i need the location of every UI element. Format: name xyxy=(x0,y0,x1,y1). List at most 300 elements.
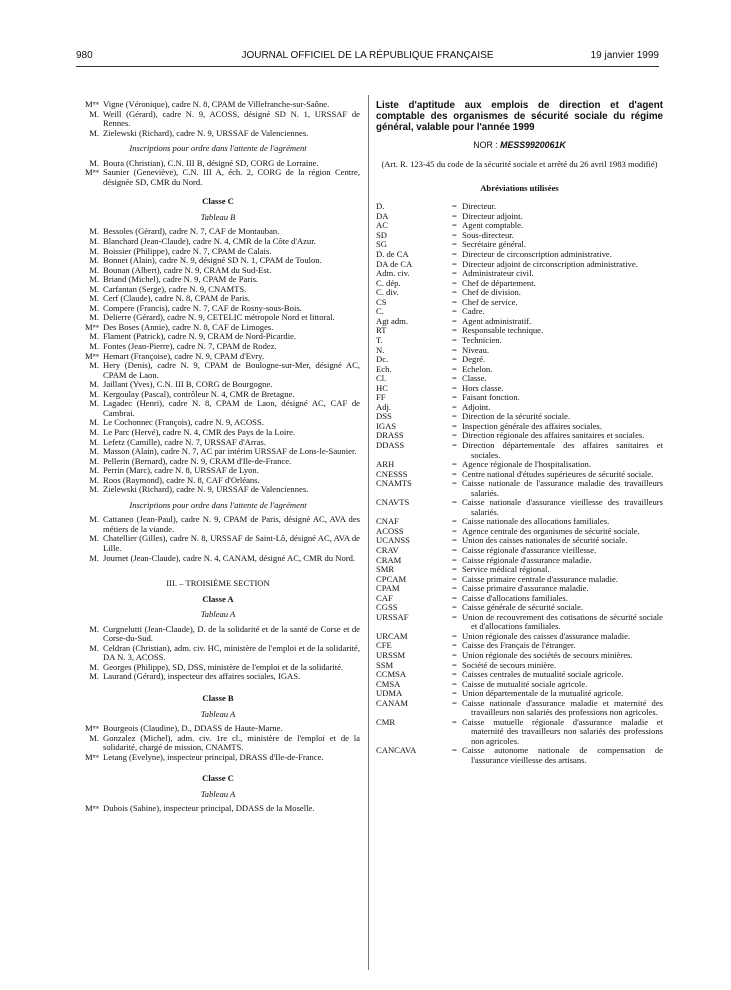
class-heading: Classe B xyxy=(202,692,234,703)
entry-text: Laurand (Gérard), inspecteur des affaires sociales, IGAS. xyxy=(103,671,301,682)
abbreviation: FF xyxy=(376,392,386,403)
abbreviation-definition: Direction départementale des affaires sanitaires et sociales. xyxy=(462,439,663,460)
section-heading: III. – TROISIÈME SECTION xyxy=(166,578,270,589)
equals-sign: = xyxy=(452,249,457,260)
abbreviation: CFE xyxy=(376,640,392,651)
entry-title: Mᵐᵉ xyxy=(84,350,99,361)
list-entry xyxy=(76,361,360,380)
table-heading: Tableau A xyxy=(200,788,236,799)
entry-text: Vigne (Véronique), cadre N. 8, CPAM de Villefranche-sur-Saône. xyxy=(103,99,330,109)
abbreviation: CPAM xyxy=(376,583,400,594)
entry-text: Compere (Francis), cadre N. 7, CAF de Rosny-sous-Bois. xyxy=(103,302,302,313)
entry-list xyxy=(76,100,360,138)
entry-title: M. xyxy=(89,264,99,275)
abbreviation-definition: Caisse nationale d'assurance maladie et maternité des travailleurs non salariés des professions non agricoles. xyxy=(462,697,663,718)
equals-sign: = xyxy=(452,401,457,412)
abbreviation: CNESSS xyxy=(376,468,408,479)
entry-text: Briand (Michel), cadre N. 9, CPAM de Paris. xyxy=(103,274,259,285)
entry-text: Masson (Alain), cadre N. 7, AC par intérim URSSAF de Lons-le-Saunier. xyxy=(103,446,357,457)
journal-title: JOURNAL OFFICIEL DE LA RÉPUBLIQUE FRANÇAISE xyxy=(241,50,494,61)
abbreviation: IGAS xyxy=(376,420,397,431)
entry-text: Zielewski (Richard), cadre N. 9, URSSAF de Valenciennes. xyxy=(103,484,309,495)
equals-sign: = xyxy=(452,468,457,479)
abbreviation-definition: Agent administratif. xyxy=(462,315,532,326)
equals-sign: = xyxy=(452,678,457,689)
abbreviation-definition: Chef de division. xyxy=(462,287,521,298)
abbreviation: CPCAM xyxy=(376,573,407,584)
abbreviation: CNAF xyxy=(376,516,399,527)
entry-text: Roos (Raymond), cadre N. 8, CAF d'Orléans. xyxy=(103,474,260,485)
abbreviation-definition: Direction de la sécurité sociale. xyxy=(462,411,571,422)
abbreviation: DA de CA xyxy=(376,258,413,269)
entry-text: Bessoles (Gérard), cadre N. 7, CAF de Montauban. xyxy=(103,226,280,237)
abbreviation-definition: Caisse autonome nationale de compensation de l'assurance vieillesse des artisans. xyxy=(462,745,663,766)
abbreviation-definition: Caisses centrales de mutualité sociale agricole. xyxy=(462,669,624,680)
entry-title: M. xyxy=(89,157,99,168)
entry-title: M. xyxy=(89,379,99,390)
right-column xyxy=(376,100,663,766)
abbreviations-list xyxy=(376,202,663,765)
entry-text: Gonzalez (Michel), adm. civ. 1re cl., ministère de l'emploi et de la solidarité, chargé de mission, CNAMTS. xyxy=(103,732,360,753)
abbreviation: Agt adm. xyxy=(376,315,408,326)
left-column xyxy=(76,100,360,814)
abbreviation: D. de CA xyxy=(376,249,409,260)
entry-title: Mᵐᵉ xyxy=(84,167,99,178)
entry-text: Carfantan (Serge), cadre N. 9, CNAMTS. xyxy=(103,283,247,294)
table-heading: Tableau A xyxy=(200,708,236,719)
equals-sign: = xyxy=(452,497,457,508)
abbreviation: URSSAF xyxy=(376,611,409,622)
entry-title: M. xyxy=(89,274,99,285)
equals-sign: = xyxy=(452,688,457,699)
entry-title: M. xyxy=(89,552,99,563)
abbreviations-heading: Abréviations utilisées xyxy=(480,182,559,193)
abbreviation-definition: Union des caisses nationales de sécurité sociale. xyxy=(462,535,628,546)
entry-title: M. xyxy=(89,671,99,682)
equals-sign: = xyxy=(452,239,457,250)
abbreviation-row xyxy=(376,374,663,384)
entry-text: Boissier (Philippe), cadre N. 7, CPAM de Calais. xyxy=(103,245,272,256)
entry-title: M. xyxy=(89,465,99,476)
equals-sign: = xyxy=(452,573,457,584)
equals-sign: = xyxy=(452,220,457,231)
equals-sign: = xyxy=(452,363,457,374)
equals-sign: = xyxy=(452,373,457,384)
abbreviation: CAF xyxy=(376,592,393,603)
abbreviation: N. xyxy=(376,344,385,355)
equals-sign: = xyxy=(452,516,457,527)
entry-text: Hemart (Françoise), cadre N. 9, CPAM d'Evry. xyxy=(103,350,265,361)
class-heading: Classe A xyxy=(202,593,234,604)
equals-sign: = xyxy=(452,439,457,450)
table-heading: Tableau B xyxy=(200,211,236,222)
entry-text: Des Boses (Annie), cadre N. 8, CAF de Limoges. xyxy=(103,321,274,332)
entry-title: M. xyxy=(89,331,99,342)
entry-title: M. xyxy=(89,245,99,256)
abbreviation-row xyxy=(376,346,663,356)
list-entry xyxy=(76,168,360,187)
column-divider xyxy=(368,95,369,970)
equals-sign: = xyxy=(452,745,457,756)
legal-reference: (Art. R. 123-45 du code de la sécurité sociale et arrêté du 26 avril 1983 modifié) xyxy=(381,159,658,170)
abbreviation: Adj. xyxy=(376,401,392,412)
entry-text: Bounan (Albert), cadre N. 9, CRAM du Sud-Est. xyxy=(103,264,272,275)
list-title: Liste d'aptitude aux emplois de direction et d'agent comptable des organismes de sécurité sociale du régime général, valable pour l'année 1999 xyxy=(376,100,663,134)
abbreviation-definition: Classe. xyxy=(462,373,487,384)
entry-text: Boura (Christian), C.N. III B, désigné SD, CORG de Lorraine. xyxy=(103,157,319,168)
abbreviation-row xyxy=(376,498,663,517)
entry-title: M. xyxy=(89,417,99,428)
entry-list xyxy=(76,625,360,682)
abbreviation-definition: Adjoint. xyxy=(462,401,491,412)
equals-sign: = xyxy=(452,659,457,670)
abbreviation: C. dép. xyxy=(376,277,401,288)
abbreviation: CNAMTS xyxy=(376,478,412,489)
abbreviation-row xyxy=(376,479,663,498)
equals-sign: = xyxy=(452,583,457,594)
equals-sign: = xyxy=(452,268,457,279)
page-header xyxy=(76,50,659,66)
abbreviation-definition: Agent comptable. xyxy=(462,220,524,231)
entry-text: Chatellier (Gilles), cadre N. 8, URSSAF de Saint-Lô, désigné AC, AVA de Lille. xyxy=(103,533,360,553)
entry-text: Pellerin (Bernard), cadre N. 9, CRAM d'Ile-de-France. xyxy=(103,455,292,466)
entry-text: Lefetz (Camille), cadre N. 7, URSSAF d'Arras. xyxy=(103,436,266,447)
abbreviation: D. xyxy=(376,201,385,212)
entry-title: M. xyxy=(89,426,99,437)
abbreviation-row xyxy=(376,613,663,632)
abbreviation: Adm. civ. xyxy=(376,268,410,279)
entry-text: Saunier (Geneviève), C.N. III A, éch. 2, CORG de la région Centre, désignée SD, CMR du Nord. xyxy=(103,167,360,187)
entry-text: Curgnelutti (Jean-Claude), D. de la solidarité et de la santé de Corse et de Corse-du-Sud. xyxy=(103,623,360,644)
abbreviation: SD xyxy=(376,229,387,240)
abbreviation: CMR xyxy=(376,716,396,727)
entry-title: M. xyxy=(89,484,99,495)
class-heading: Classe C xyxy=(202,773,234,784)
equals-sign: = xyxy=(452,697,457,708)
entry-title: M. xyxy=(89,661,99,672)
entry-text: Le Parc (Hervé), cadre N. 4, CMR des Pays de la Loire. xyxy=(103,426,296,437)
entry-text: Celdran (Christian), adm. civ. HC, ministère de l'emploi et de la solidarité, DA N. 3, ACOSS. xyxy=(103,642,360,663)
entry-list xyxy=(76,804,360,814)
abbreviation: Dc. xyxy=(376,354,389,365)
equals-sign: = xyxy=(452,478,457,489)
abbreviation-definition: Secrétaire général. xyxy=(462,239,526,250)
abbreviation-definition: Service médical régional. xyxy=(462,564,550,575)
list-entry xyxy=(76,110,360,129)
equals-sign: = xyxy=(452,630,457,641)
entry-text: Weill (Gérard), cadre N. 9, ACOSS, désigné SD N. 1, URSSAF de Rennes. xyxy=(103,108,360,129)
entry-text: Kergoulay (Pascal), contrôleur N. 4, CMR de Bretagne. xyxy=(103,388,295,399)
abbreviation-definition: Caisse générale de sécurité sociale. xyxy=(462,602,583,613)
abbreviation: DRASS xyxy=(376,430,404,441)
abbreviation: SMR xyxy=(376,564,395,575)
equals-sign: = xyxy=(452,258,457,269)
equals-sign: = xyxy=(452,602,457,613)
list-entry xyxy=(76,554,360,564)
list-entry xyxy=(76,672,360,682)
abbreviation-definition: Administrateur civil. xyxy=(462,268,534,279)
abbreviation-definition: Caisse mutuelle régionale d'assurance maladie et maternité des travailleurs non salariés des professions non agricoles. xyxy=(462,716,663,746)
entry-title: M. xyxy=(89,514,99,525)
list-entry xyxy=(76,515,360,534)
entry-text: Journet (Jean-Claude), cadre N. 4, CANAM, désigné AC, CMR du Nord. xyxy=(103,552,356,563)
entry-title: Mᵐᵉ xyxy=(84,321,99,332)
equals-sign: = xyxy=(452,354,457,365)
abbreviation-definition: Hors classe. xyxy=(462,382,504,393)
abbreviation-definition: Caisse primaire centrale d'assurance maladie. xyxy=(462,573,618,584)
entry-text: Perrin (Marc), cadre N. 8, URSSAF de Lyon. xyxy=(103,465,259,476)
abbreviation: ARH xyxy=(376,459,395,470)
entry-list xyxy=(76,515,360,563)
list-entry xyxy=(76,399,360,418)
entry-title: M. xyxy=(89,446,99,457)
entry-title: Mᵐᵉ xyxy=(84,803,99,814)
entry-title: M. xyxy=(89,341,99,352)
abbreviation-row xyxy=(376,336,663,346)
abbreviation-definition: Union régionale des caisses d'assurance maladie. xyxy=(462,630,631,641)
entry-title: M. xyxy=(89,474,99,485)
list-entry xyxy=(76,625,360,644)
equals-sign: = xyxy=(452,650,457,660)
abbreviation-definition: Caisse d'allocations familiales. xyxy=(462,592,568,603)
list-entry xyxy=(76,753,360,763)
abbreviation: CCMSA xyxy=(376,669,407,680)
abbreviation-definition: Caisse de mutualité sociale agricole. xyxy=(462,678,588,689)
equals-sign: = xyxy=(452,277,457,288)
abbreviation: CMSA xyxy=(376,678,401,689)
abbreviation: CGSS xyxy=(376,602,398,613)
entry-title: M. xyxy=(89,642,99,653)
abbreviation-definition: Technicien. xyxy=(462,334,502,345)
equals-sign: = xyxy=(452,229,457,240)
equals-sign: = xyxy=(452,564,457,575)
equals-sign: = xyxy=(452,296,457,307)
nor-code: MESS9920061K xyxy=(500,139,566,150)
subheading-inscriptions: Inscriptions pour ordre dans l'attente de l'agrément xyxy=(129,143,307,154)
entry-text: Blanchard (Jean-Claude), cadre N. 4, CMR de la Côte d'Azur. xyxy=(103,236,316,247)
entry-text: Georges (Philippe), SD, DSS, ministère de l'emploi et de la solidarité. xyxy=(103,661,344,672)
abbreviation: SG xyxy=(376,239,387,250)
equals-sign: = xyxy=(452,420,457,431)
entry-text: Lagadec (Henri), cadre N. 8, CPAM de Laon, désigné AC, CAF de Cambrai. xyxy=(103,398,360,418)
abbreviation-definition: Niveau. xyxy=(462,344,489,355)
abbreviation-definition: Agence régionale de l'hospitalisation. xyxy=(462,459,591,470)
entry-title: M. xyxy=(89,108,99,119)
entry-title: M. xyxy=(89,436,99,447)
equals-sign: = xyxy=(452,544,457,555)
abbreviation-definition: Directeur adjoint. xyxy=(462,210,523,221)
abbreviation-definition: Directeur de circonscription administrative. xyxy=(462,249,612,260)
entry-text: Cattaneo (Jean-Paul), cadre N. 9, CPAM de Paris, désigné AC, AVA des métiers de la viande. xyxy=(103,514,360,534)
abbreviation-definition: Directeur adjoint de circonscription administrative. xyxy=(462,258,638,269)
abbreviation-row xyxy=(376,365,663,375)
abbreviation: T. xyxy=(376,334,383,345)
equals-sign: = xyxy=(452,611,457,622)
entry-title: Mᵐᵉ xyxy=(84,751,99,762)
equals-sign: = xyxy=(452,382,457,393)
abbreviation: URSSM xyxy=(376,650,406,660)
nor-reference xyxy=(376,141,663,151)
entry-title: M. xyxy=(89,360,99,371)
entry-title: M. xyxy=(89,283,99,294)
list-entry xyxy=(76,534,360,553)
abbreviation: RT xyxy=(376,325,387,336)
abbreviation-row xyxy=(376,393,663,403)
entry-title: M. xyxy=(89,226,99,237)
entry-title: M. xyxy=(89,302,99,313)
header-rule xyxy=(76,66,659,67)
entry-text: Jaillant (Yves), C.N. III B, CORG de Bourgogne. xyxy=(103,379,273,390)
entry-text: Letang (Evelyne), inspecteur principal, DRASS d'Ile-de-France. xyxy=(103,751,324,762)
abbreviation: Ech. xyxy=(376,363,392,374)
abbreviation-definition: Chef de service. xyxy=(462,296,518,307)
entry-text: Bourgeois (Claudine), D., DDASS de Haute-Marne. xyxy=(103,723,283,734)
abbreviation: DA xyxy=(376,210,389,221)
entry-list xyxy=(76,159,360,188)
abbreviation-definition: Caisse nationale de l'assurance maladie des travailleurs salariés. xyxy=(462,478,663,498)
list-entry xyxy=(76,644,360,663)
equals-sign: = xyxy=(452,640,457,651)
abbreviation-definition: Caisse régionale d'assurance vieillesse. xyxy=(462,544,597,555)
nor-label: NOR : xyxy=(473,139,498,150)
abbreviation: C. xyxy=(376,306,384,317)
abbreviation-definition: Chef de département. xyxy=(462,277,536,288)
abbreviation-definition: Centre national d'études supérieures de sécurité sociale. xyxy=(462,468,654,479)
abbreviation-definition: Direction régionale des affaires sanitaires et sociales. xyxy=(462,430,645,441)
equals-sign: = xyxy=(452,210,457,221)
abbreviation-definition: Inspection générale des affaires sociales. xyxy=(462,420,602,431)
list-entry xyxy=(76,485,360,495)
equals-sign: = xyxy=(452,592,457,603)
equals-sign: = xyxy=(452,430,457,441)
list-entry xyxy=(76,804,360,814)
entry-title: Mᵐᵉ xyxy=(84,723,99,734)
entry-title: M. xyxy=(89,236,99,247)
abbreviation-row xyxy=(376,298,663,308)
entry-text: Cerf (Claude), cadre N. 8, CPAM de Paris. xyxy=(103,293,250,304)
equals-sign: = xyxy=(452,669,457,680)
abbreviation-row xyxy=(376,221,663,231)
abbreviation: CRAV xyxy=(376,544,399,555)
entry-text: Fontes (Jean-Pierre), cadre N. 7, CPAM de Rodez. xyxy=(103,341,277,352)
abbreviation-definition: Caisse nationale des allocations familiales. xyxy=(462,516,610,527)
abbreviation-definition: Cadre. xyxy=(462,306,485,317)
abbreviation-definition: Degré. xyxy=(462,354,486,365)
abbreviation-row xyxy=(376,355,663,365)
equals-sign: = xyxy=(452,554,457,565)
abbreviation: URCAM xyxy=(376,630,408,641)
entry-list xyxy=(76,724,360,762)
abbreviation-row xyxy=(376,699,663,718)
entry-text: Zielewski (Richard), cadre N. 9, URSSAF de Valenciennes. xyxy=(103,127,309,138)
class-heading: Classe C xyxy=(202,196,234,207)
abbreviation: SSM xyxy=(376,659,394,670)
abbreviation-definition: Union régionale des sociétés de secours minières. xyxy=(462,650,633,660)
abbreviation: UCANSS xyxy=(376,535,410,546)
abbreviation-definition: Agence centrale des organismes de sécurité sociale. xyxy=(462,525,640,536)
equals-sign: = xyxy=(452,411,457,422)
abbreviation: HC xyxy=(376,382,388,393)
equals-sign: = xyxy=(452,525,457,536)
abbreviation-row xyxy=(376,288,663,298)
page-number: 980 xyxy=(76,50,93,61)
abbreviation-row xyxy=(376,326,663,336)
entry-title: M. xyxy=(89,398,99,409)
entry-title: M. xyxy=(89,455,99,466)
entry-title: M. xyxy=(89,255,99,266)
abbreviation: CNAVTS xyxy=(376,497,410,508)
abbreviation: CS xyxy=(376,296,387,307)
abbreviation-definition: Union départementale de la mutualité agricole. xyxy=(462,688,624,699)
abbreviation-row xyxy=(376,441,663,460)
abbreviation-definition: Union de recouvrement des cotisations de sécurité sociale et d'allocations familiales. xyxy=(462,611,663,632)
abbreviation-definition: Directeur. xyxy=(462,201,497,212)
equals-sign: = xyxy=(452,392,457,403)
equals-sign: = xyxy=(452,459,457,470)
entry-title: M. xyxy=(89,533,99,544)
equals-sign: = xyxy=(452,315,457,326)
equals-sign: = xyxy=(452,287,457,298)
abbreviation-definition: Caisse nationale d'assurance vieillesse des travailleurs salariés. xyxy=(462,497,663,517)
abbreviation: ACOSS xyxy=(376,525,404,536)
entry-text: Delierre (Gérard), cadre N. 9, CETELIC métropole Nord et littoral. xyxy=(103,312,335,323)
abbreviation-definition: Responsable technique. xyxy=(462,325,544,336)
abbreviation: DSS xyxy=(376,411,392,422)
entry-title: Mᵐᵉ xyxy=(84,99,99,109)
abbreviation-definition: Caisse primaire d'assurance maladie. xyxy=(462,583,589,594)
abbreviation: Cl. xyxy=(376,373,387,384)
entry-list xyxy=(76,227,360,494)
list-entry xyxy=(76,734,360,753)
abbreviation: CANAM xyxy=(376,697,408,708)
abbreviation-definition: Faisant fonction. xyxy=(462,392,520,403)
equals-sign: = xyxy=(452,334,457,345)
abbreviation-row xyxy=(376,718,663,747)
equals-sign: = xyxy=(452,325,457,336)
equals-sign: = xyxy=(452,716,457,727)
entry-text: Hery (Denis), cadre N. 9, CPAM de Boulogne-sur-Mer, désigné AC, CPAM de Laon. xyxy=(103,360,360,380)
abbreviation: CRAM xyxy=(376,554,402,565)
entry-title: M. xyxy=(89,732,99,743)
abbreviation: C. div. xyxy=(376,287,399,298)
abbreviation-definition: Sous-directeur. xyxy=(462,229,514,240)
entry-title: M. xyxy=(89,127,99,138)
abbreviation-definition: Caisse des Français de l'étranger. xyxy=(462,640,576,651)
abbreviation: UDMA xyxy=(376,688,403,699)
entry-title: M. xyxy=(89,388,99,399)
abbreviation: DDASS xyxy=(376,439,405,450)
abbreviation: CANCAVA xyxy=(376,745,417,756)
entry-text: Bonnet (Alain), cadre N. 9, désigné SD N. 1, CPAM de Toulon. xyxy=(103,255,322,266)
table-heading: Tableau A xyxy=(200,609,236,620)
equals-sign: = xyxy=(452,201,457,212)
issue-date: 19 janvier 1999 xyxy=(590,50,659,61)
abbreviation-definition: Société de secours minière. xyxy=(462,659,557,670)
entry-text: Flament (Patrick), cadre N. 9, CRAM de Nord-Picardie. xyxy=(103,331,297,342)
entry-title: M. xyxy=(89,312,99,323)
abbreviation-definition: Caisse régionale d'assurance maladie. xyxy=(462,554,592,565)
equals-sign: = xyxy=(452,535,457,546)
abbreviation-row xyxy=(376,746,663,765)
list-entry xyxy=(76,129,360,139)
abbreviation-definition: Echelon. xyxy=(462,363,493,374)
abbreviation: AC xyxy=(376,220,388,231)
entry-text: Dubois (Sabine), inspecteur principal, DDASS de la Moselle. xyxy=(103,803,315,814)
entry-title: M. xyxy=(89,293,99,304)
entry-title: M. xyxy=(89,623,99,634)
entry-text: Le Cochonnec (François), cadre N. 9, ACOSS. xyxy=(103,417,264,428)
subheading-inscriptions: Inscriptions pour ordre dans l'attente de l'agrément xyxy=(129,499,307,510)
